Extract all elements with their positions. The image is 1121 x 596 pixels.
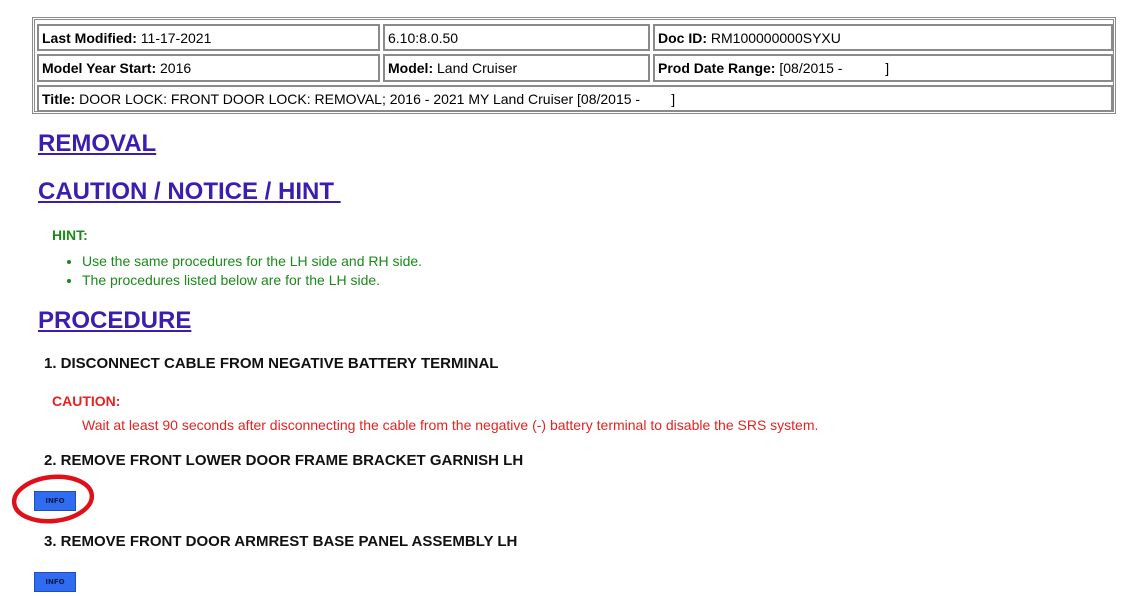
model-label: Model: — [388, 60, 434, 76]
title-cell — [37, 85, 1113, 112]
caution-label: CAUTION: — [52, 393, 121, 409]
procedure-heading[interactable]: PROCEDURE — [38, 307, 192, 334]
prod-date-value: [08/2015 - ] — [779, 60, 890, 76]
hint-item: • Use the same procedures for the LH side and RH side. — [82, 252, 422, 271]
hint-item: • The procedures listed below are for the LH side. — [82, 271, 422, 290]
model-value: Land Cruiser — [437, 60, 518, 76]
doc-id-value: RM100000000SYXU — [710, 30, 841, 46]
prod-date-cell — [653, 54, 1113, 82]
version-cell — [383, 24, 650, 51]
step-3-info-button[interactable]: INFO — [34, 572, 76, 592]
model-cell — [383, 54, 650, 82]
version-value: 6.10:8.0.50 — [388, 30, 459, 46]
prod-date-label: Prod Date Range: — [658, 60, 776, 76]
doc-id-cell — [653, 24, 1113, 51]
caution-notice-hint-heading[interactable]: CAUTION / NOTICE / HINT — [38, 178, 341, 205]
caution-text: Wait at least 90 seconds after disconnecting the cable from the negative (-) battery terminal to disable the SRS system. — [82, 417, 819, 433]
doc-id-label: Doc ID: — [658, 30, 707, 46]
model-year-value: 2016 — [160, 60, 192, 76]
step-3-title: 3. REMOVE FRONT DOOR ARMREST BASE PANEL ASSEMBLY LH — [44, 533, 518, 550]
title-value: DOOR LOCK: FRONT DOOR LOCK: REMOVAL; 2016 - 2021 MY Land Cruiser [08/2015 - ] — [79, 91, 676, 107]
step-2-title: 2. REMOVE FRONT LOWER DOOR FRAME BRACKET GARNISH LH — [44, 452, 524, 469]
removal-heading[interactable]: REMOVAL — [38, 130, 157, 157]
model-year-cell — [37, 54, 380, 82]
step-1-title: 1. DISCONNECT CABLE FROM NEGATIVE BATTERY TERMINAL — [44, 355, 499, 372]
hint-list — [64, 252, 422, 290]
title-label: Title: — [42, 91, 76, 107]
hint-label: HINT: — [52, 227, 88, 243]
doc-header-table — [32, 17, 1116, 114]
model-year-label: Model Year Start: — [42, 60, 157, 76]
last-modified-value: 11-17-2021 — [140, 30, 212, 46]
step-2-info-button[interactable]: INFO — [34, 491, 76, 511]
last-modified-label: Last Modified: — [42, 30, 137, 46]
last-modified-cell — [37, 24, 380, 51]
